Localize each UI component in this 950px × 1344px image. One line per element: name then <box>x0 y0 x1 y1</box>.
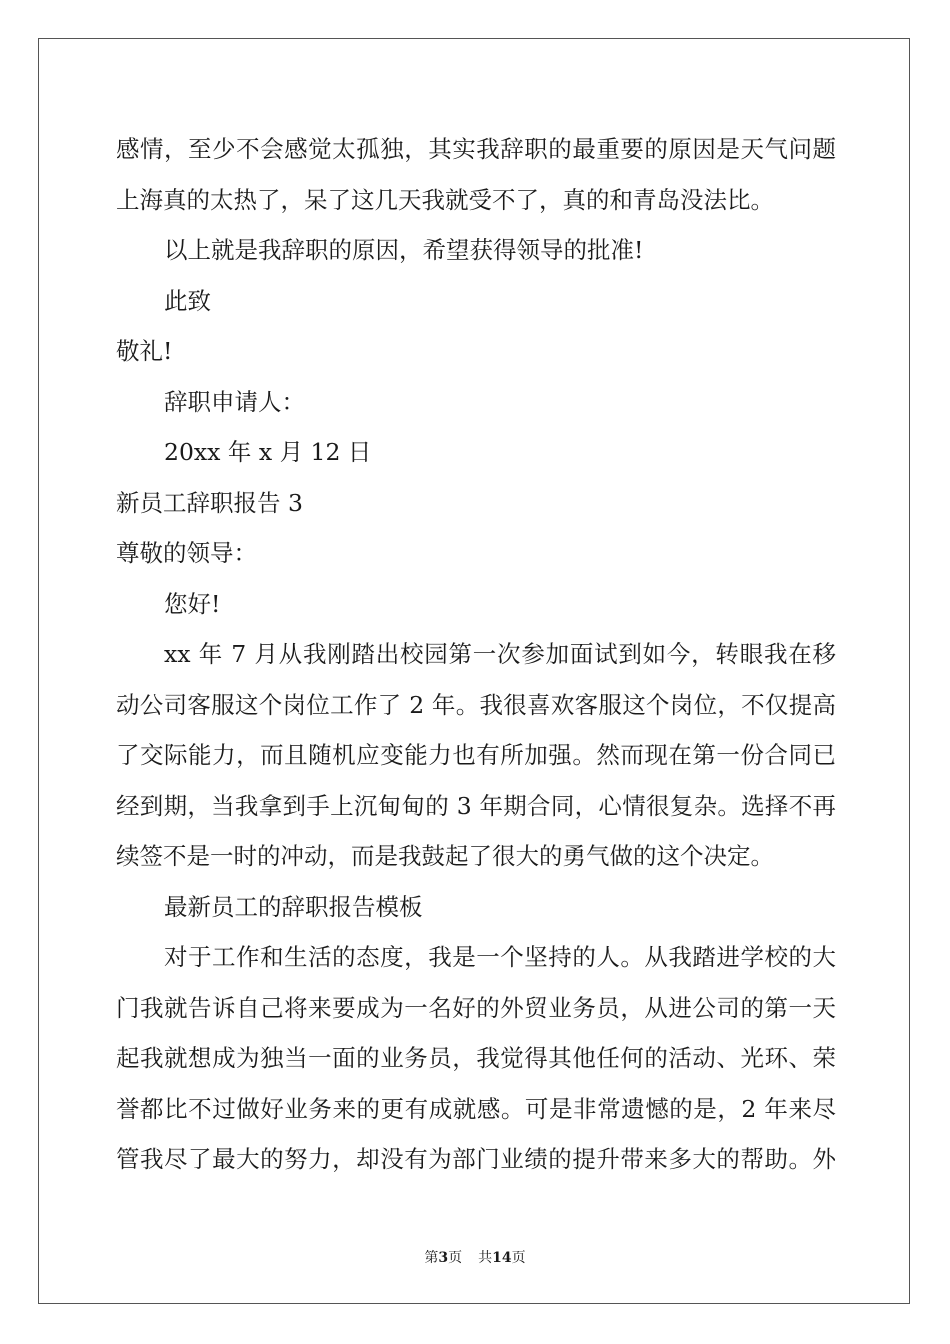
page-number: 3 <box>438 1250 449 1266</box>
paragraph-line: 对于工作和生活的态度，我是一个坚持的人。从我踏进学校的大 <box>164 943 836 971</box>
closing-regards: 敬礼! <box>116 337 173 365</box>
paragraph-line: 上海真的太热了，呆了这几天我就受不了，真的和青岛没法比。 <box>116 185 774 214</box>
paragraph-line: 动公司客服这个岗位工作了 2 年。我很喜欢客服这个岗位，不仅提高 <box>116 690 836 719</box>
total-pages: 14 <box>492 1250 512 1266</box>
paragraph-line: 感情，至少不会感觉太孤独，其实我辞职的最重要的原因是天气问题 <box>116 135 836 163</box>
document-body <box>116 124 836 1185</box>
total-suffix: 页 <box>511 1250 526 1266</box>
letter-greeting: 尊敬的领导： <box>116 539 257 567</box>
closing-salutation: 此致 <box>164 286 211 315</box>
paragraph-line: 起我就想成为独当一面的业务员，我觉得其他任何的活动、光环、荣 <box>116 1044 836 1072</box>
paragraph-line: 管我尽了最大的努力，却没有为部门业绩的提升带来多大的帮助。外 <box>116 1145 836 1173</box>
signature-label: 辞职申请人： <box>164 387 305 416</box>
total-prefix: 共 <box>478 1250 493 1266</box>
letter-hello: 您好! <box>164 589 221 618</box>
section-heading: 最新员工的辞职报告模板 <box>164 892 423 921</box>
paragraph-line: 誉都比不过做好业务来的更有成就感。可是非常遗憾的是，2 年来尽 <box>116 1094 836 1123</box>
date-line: 20xx 年 x 月 12 日 <box>164 438 372 466</box>
page-suffix: 页 <box>448 1250 463 1266</box>
section-heading: 新员工辞职报告 3 <box>116 488 303 517</box>
paragraph-line: 续签不是一时的冲动，而是我鼓起了很大的勇气做的这个决定。 <box>116 842 774 870</box>
paragraph-line: xx 年 7 月从我刚踏出校园第一次参加面试到如今，转眼我在移 <box>164 640 836 668</box>
paragraph-line: 以上就是我辞职的原因，希望获得领导的批准! <box>164 236 644 264</box>
paragraph-line: 门我就告诉自己将来要成为一名好的外贸业务员，从进公司的第一天 <box>116 993 836 1022</box>
page-footer <box>0 1247 950 1267</box>
paragraph-line: 了交际能力，而且随机应变能力也有所加强。然而现在第一份合同已 <box>116 741 836 769</box>
paragraph-line: 经到期，当我拿到手上沉甸甸的 3 年期合同，心情很复杂。选择不再 <box>116 791 836 820</box>
page-prefix: 第 <box>424 1250 439 1266</box>
